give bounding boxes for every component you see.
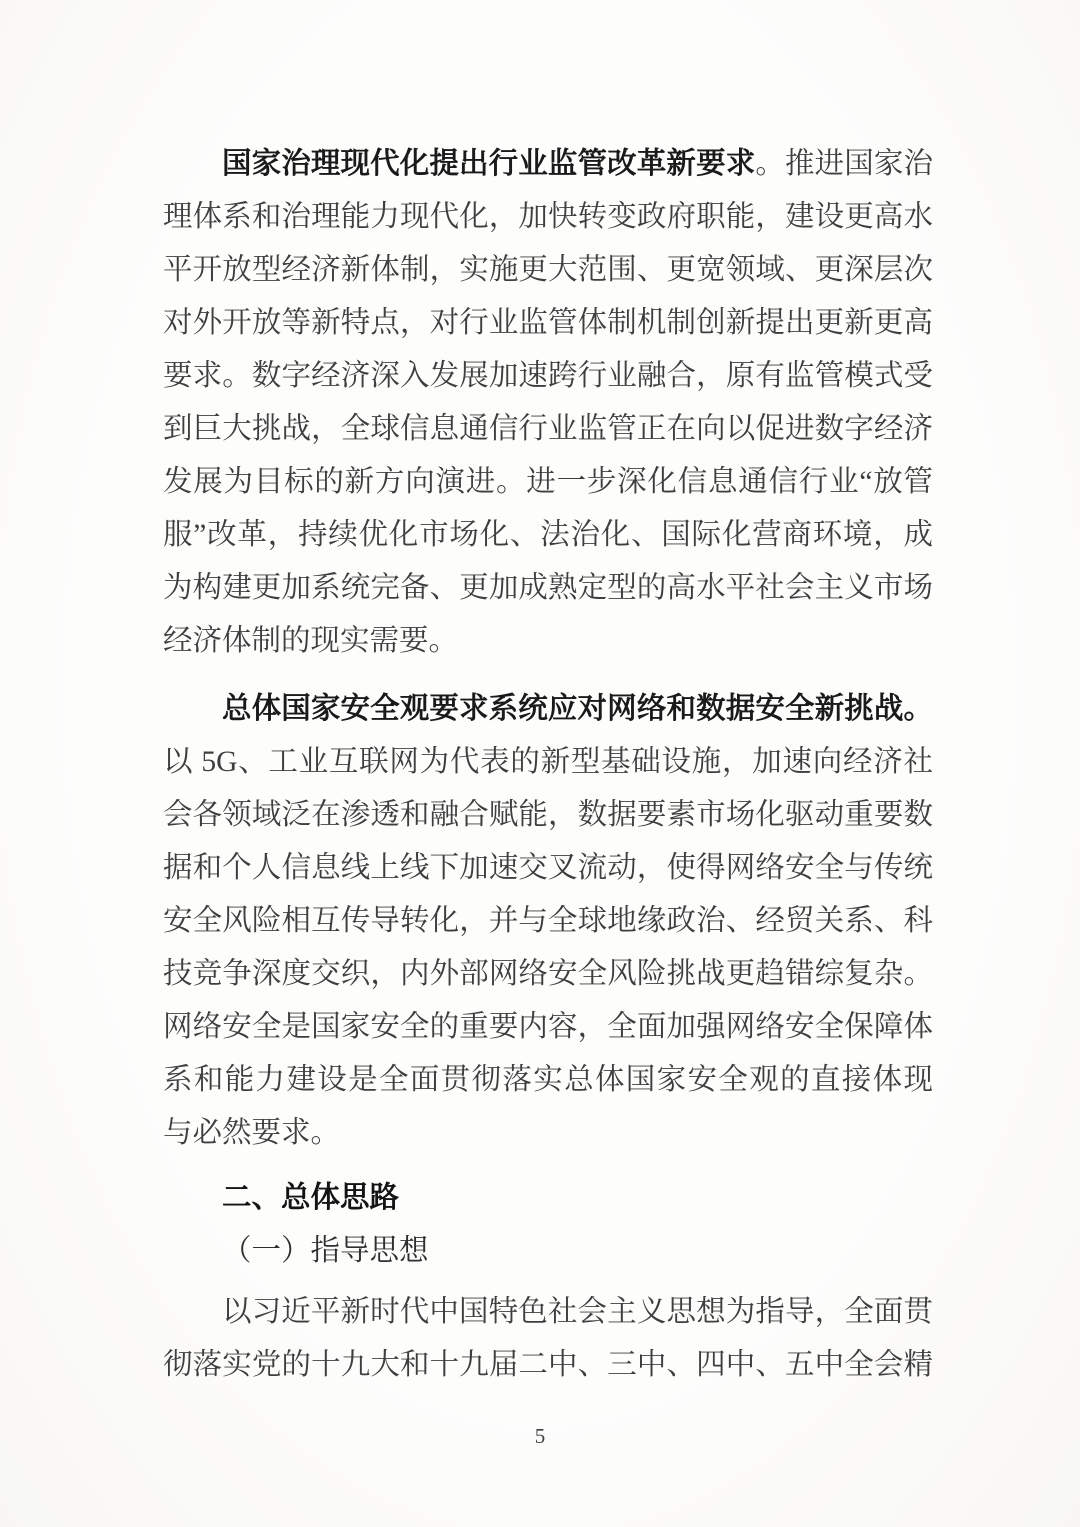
text-line	[163, 562, 933, 615]
paragraph	[163, 138, 933, 668]
text-run: 二、总体思路	[222, 1181, 400, 1214]
text-line	[163, 1171, 933, 1224]
text-run: 网络安全是国家安全的重要内容，全面加强网络安全保障体	[163, 1011, 933, 1043]
text-line	[163, 1286, 933, 1339]
text-run: 系和能力建设是全面贯彻落实总体国家安全观的直接体现	[163, 1064, 933, 1096]
text-line	[163, 615, 933, 668]
text-run: 技竞争深度交织，内外部网络安全风险挑战更趋错综复杂。	[163, 958, 933, 990]
text-run: 以习近平新时代中国特色社会主义思想为指导，全面贯	[222, 1296, 933, 1328]
text-line	[163, 736, 933, 789]
bold-text-run: 国家治理现代化提出行业监管改革新要求	[222, 148, 756, 180]
text-line	[163, 789, 933, 842]
text-line	[163, 948, 933, 1001]
text-run: 服”改革，持续优化市场化、法治化、国际化营商环境，成	[163, 519, 933, 551]
paragraph	[163, 683, 933, 1160]
document-body-text	[163, 138, 933, 1392]
paragraph	[163, 1286, 933, 1392]
text-run: 到巨大挑战，全球信息通信行业监管正在向以促进数字经济	[163, 413, 933, 445]
text-line	[163, 191, 933, 244]
text-run: 以 5G、工业互联网为代表的新型基础设施，加速向经济社	[163, 746, 933, 778]
text-line	[163, 350, 933, 403]
text-run: （一）指导思想	[222, 1235, 429, 1267]
text-run: 据和个人信息线上线下加速交叉流动，使得网络安全与传统	[163, 852, 933, 884]
text-line	[163, 456, 933, 509]
text-run: 。推进国家治	[755, 148, 933, 180]
page-number: 5	[534, 1424, 546, 1448]
text-line	[163, 1225, 933, 1278]
text-line	[163, 683, 933, 736]
text-line	[163, 1054, 933, 1107]
text-run: 会各领域泛在渗透和融合赋能，数据要素市场化驱动重要数	[163, 799, 933, 831]
text-run: 对外开放等新特点，对行业监管体制机制创新提出更新更高	[163, 307, 933, 339]
subheading	[163, 1225, 933, 1278]
text-run: 为构建更加系统完备、更加成熟定型的高水平社会主义市场	[163, 572, 933, 604]
text-run: 经济体制的现实需要。	[163, 625, 459, 657]
text-run: 彻落实党的十九大和十九届二中、三中、四中、五中全会精	[163, 1349, 933, 1381]
text-line	[163, 403, 933, 456]
text-run: 平开放型经济新体制，实施更大范围、更宽领域、更深层次	[163, 254, 933, 286]
text-line	[163, 244, 933, 297]
text-run: 要求。数字经济深入发展加速跨行业融合，原有监管模式受	[163, 360, 933, 392]
text-line	[163, 1339, 933, 1392]
text-line	[163, 1001, 933, 1054]
text-line	[163, 895, 933, 948]
heading	[163, 1171, 933, 1224]
text-line	[163, 297, 933, 350]
text-run: 安全风险相互传导转化，并与全球地缘政治、经贸关系、科	[163, 905, 933, 937]
bold-text-run: 总体国家安全观要求系统应对网络和数据安全新挑战。	[222, 693, 933, 725]
text-line	[163, 1107, 933, 1160]
text-line	[163, 509, 933, 562]
text-line	[163, 138, 933, 191]
text-line	[163, 842, 933, 895]
text-run: 理体系和治理能力现代化，加快转变政府职能，建设更高水	[163, 201, 933, 233]
text-run: 发展为目标的新方向演进。进一步深化信息通信行业“放管	[163, 466, 933, 498]
text-run: 与必然要求。	[163, 1117, 341, 1149]
